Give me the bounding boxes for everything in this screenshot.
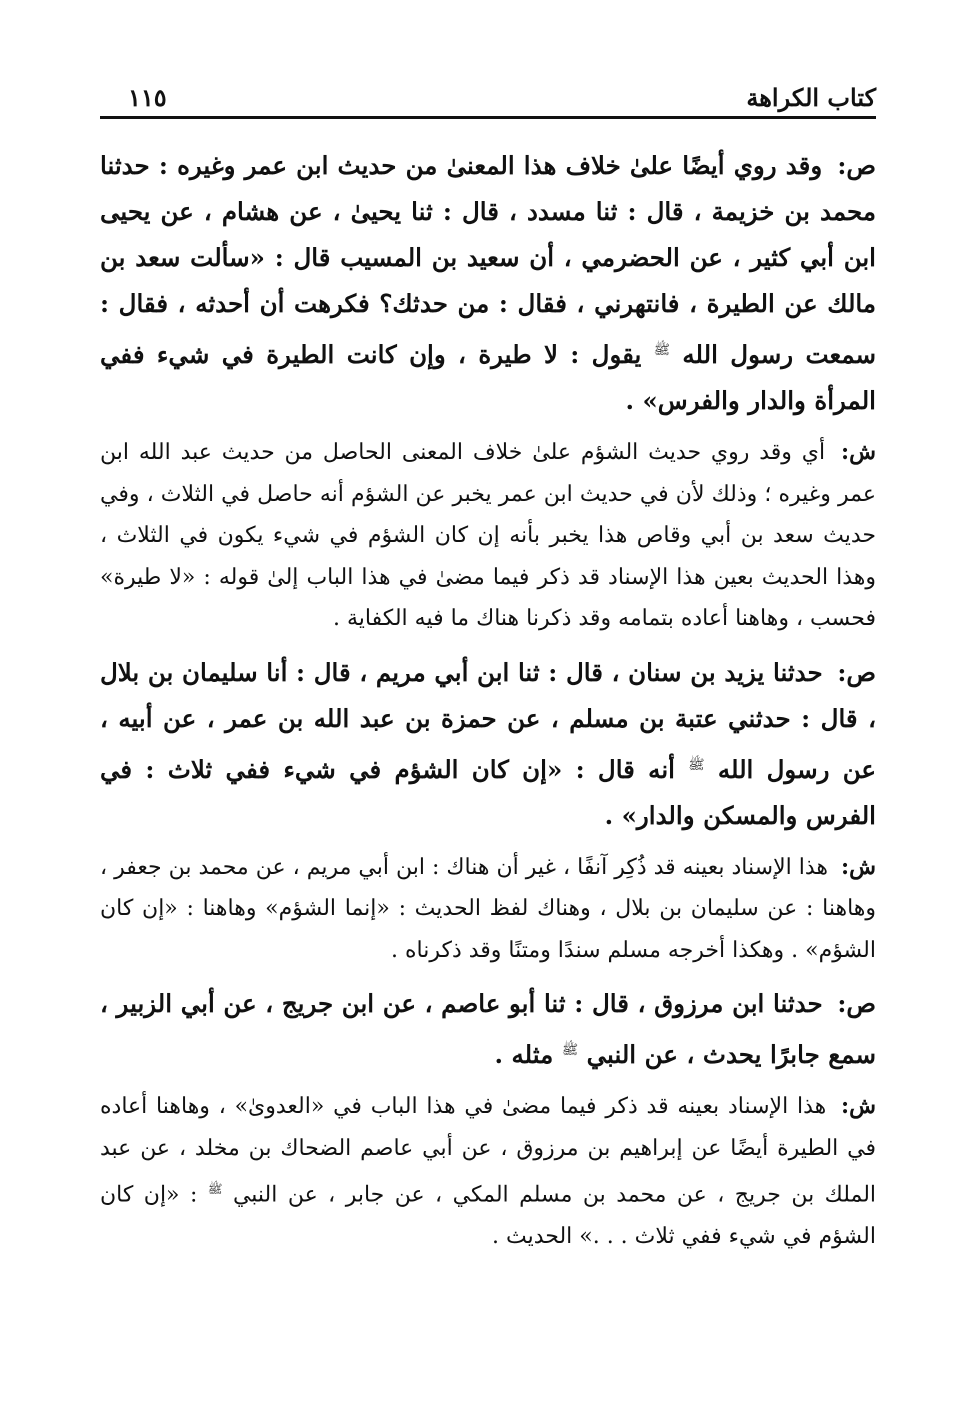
salawat-honorific-icon: ﷺ — [688, 756, 705, 773]
page-number: ١١٥ — [128, 83, 167, 112]
paragraph-text: وقد روي أيضًا علىٰ خلاف هذا المعنىٰ من حديث ابن عمر وغيره : حدثنا محمد بن خزيمة ، قال : ثنا مسدد ، قال : ثنا يحيىٰ ، عن هشام ، عن يحيى ابن أبي كثير ، عن الحضرمي ، أن سعيد بن المسيب قال : «سألت سعد بن مالك عن الطيرة ، فانتهرني ، فقال : من حدثك؟ فكرهت أن أحدثه ، فقال : سمعت رسول الله — [100, 151, 877, 370]
matn-paragraph-3 — [100, 981, 876, 1078]
paragraph-text-continued: : «إن كان الشؤم في شيء ففي ثلاث . . .» الحديث . — [100, 1182, 876, 1250]
book-page — [100, 72, 876, 1268]
paragraph-marker: ش: — [841, 1093, 876, 1120]
paragraph-text-continued: أنه قال : «إن كان الشؤم في شيء ففي ثلاث : في الفرس والمسكن والدار» . — [100, 754, 876, 830]
sharh-paragraph-1 — [100, 432, 876, 640]
matn-paragraph-1 — [100, 143, 876, 424]
matn-paragraph-2 — [100, 650, 876, 839]
paragraph-text: حدثنا يزيد بن سنان ، قال : ثنا ابن أبي مريم ، قال : أنا سليمان بن بلال ، قال : حدثني عتبة بن مسلم ، عن حمزة بن عبد الله بن عمر ، عن أبيه ، عن رسول الله — [100, 657, 877, 784]
paragraph-text: هذا الإسناد بعينه قد ذُكِر آنفًا ، غير أن هناك : ابن أبي مريم ، عن محمد بن جعفر ، وهاهنا : عن سليمان بن بلال ، وهناك لفظ الحديث : «إنما الشؤم» وهاهنا : «إن كان الشؤم» . وهكذا أخرجه مسلم سندًا ومتنًا وقد ذكرناه . — [100, 854, 876, 963]
paragraph-text-continued: يقول : لا طيرة ، وإن كانت الطيرة في شيء ففي المرأة والدار والفرس» . — [100, 340, 876, 416]
salawat-honorific-icon: ﷺ — [207, 1182, 223, 1197]
running-header — [100, 72, 876, 119]
paragraph-marker: ص: — [837, 989, 876, 1019]
salawat-honorific-icon: ﷺ — [653, 342, 671, 358]
paragraph-text: هذا الإسناد بعينه قد ذكر فيما مضىٰ في هذا الباب في «العدوىٰ» ، وهاهنا أعاده في الطيرة أيضًا عن إبراهيم بن مرزوق ، عن أبي عاصم الضحاك بن مخلد ، عن عبد الملك بن جريج ، عن محمد بن مسلم المكي ، عن جابر ، عن النبي — [100, 1094, 877, 1208]
paragraph-text-continued: مثله . — [494, 1040, 554, 1070]
paragraph-text: أي وقد روي حديث الشؤم علىٰ خلاف المعنى الحاصل من حديث عبد الله ابن عمر وغيره ؛ وذلك لأن في حديث ابن عمر يخبر عن الشؤم أنه حاصل في الثلاث ، وفي حديث سعد بن أبي وقاص هذا يخبر بأنه إن كان الشؤم في شيء يكون في الثلاث ، وهذا الحديث بعين هذا الإسناد قد ذكر فيما مضىٰ في هذا الباب إلىٰ قوله : «لا طيرة» فحسب ، وهاهنا أعاده بتمامه وقد ذكرنا هناك ما فيه الكفاية . — [100, 440, 876, 632]
paragraph-marker: ش: — [841, 853, 876, 880]
chapter-title: كتاب الكراهة — [746, 83, 876, 112]
paragraph-marker: ص: — [837, 151, 877, 180]
sharh-paragraph-3 — [100, 1086, 876, 1257]
paragraph-marker: ش: — [841, 439, 876, 466]
sharh-paragraph-2 — [100, 847, 876, 972]
paragraph-marker: ص: — [837, 657, 876, 687]
salawat-honorific-icon: ﷺ — [561, 1042, 579, 1059]
paragraph-text: حدثنا ابن مرزوق ، قال : ثنا أبو عاصم ، عن ابن جريج ، عن أبي الزبير ، سمع جابرًا يحدث ، عن النبي — [100, 989, 876, 1070]
